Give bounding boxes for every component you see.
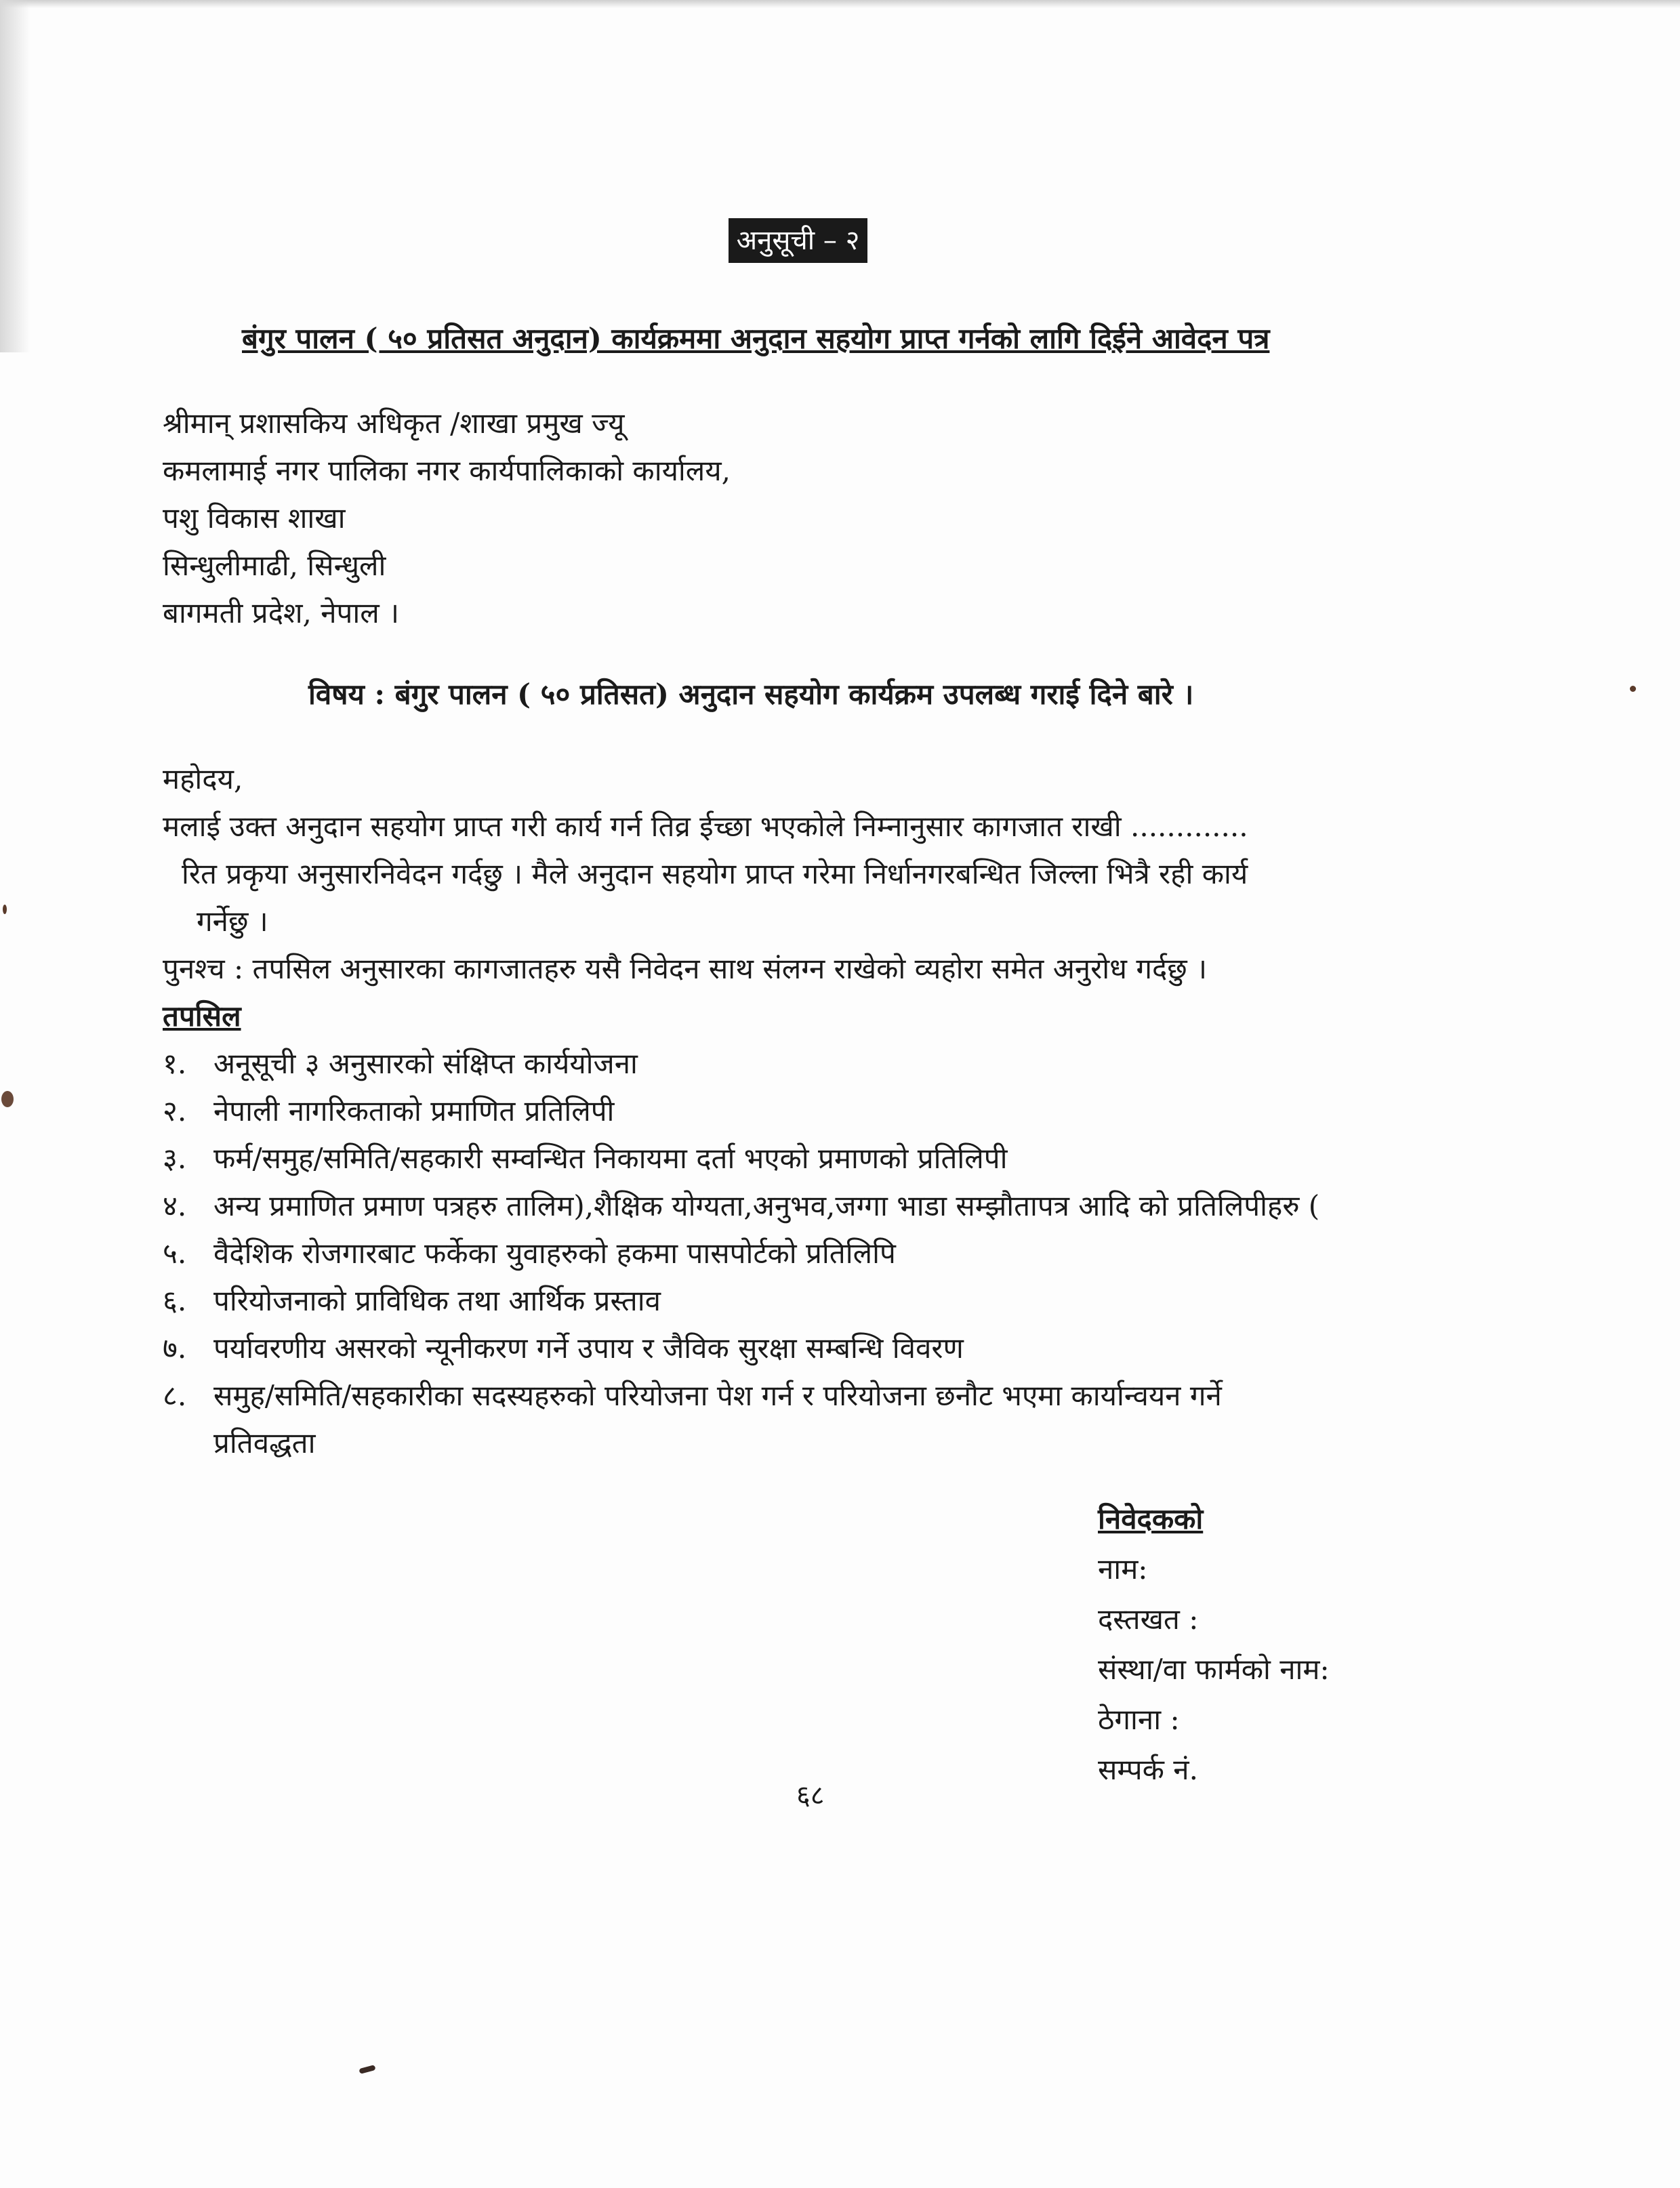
- list-text: अन्य प्रमाणित प्रमाण पत्रहरु तालिम),शैक्षिक योग्यता,अनुभव,जग्गा भाडा सम्झौतापत्र आदि को प्रतिलिपीहरु (: [213, 1189, 1320, 1222]
- list-item: [163, 1182, 1450, 1230]
- list-text: प्रतिवद्धता: [213, 1426, 316, 1460]
- recipient-address: [163, 400, 731, 637]
- list-number: २.: [163, 1094, 187, 1128]
- list-item: [163, 1040, 1450, 1088]
- letter-body: [163, 756, 1450, 1467]
- address-line: बागमती प्रदेश, नेपाल ।: [163, 596, 400, 629]
- applicant-signature-block: [1098, 1494, 1330, 1795]
- list-item: [163, 1135, 1450, 1182]
- list-number: ८.: [163, 1379, 187, 1412]
- salutation: महोदय,: [163, 762, 243, 796]
- list-number: ५.: [163, 1237, 187, 1270]
- postscript: पुनश्च : तपसिल अनुसारका कागजातहरु यसै निवेदन साथ संलग्न राखेको व्यहोरा समेत अनुरोध गर्दछु ।: [163, 952, 1207, 985]
- list-number: ४.: [163, 1189, 187, 1222]
- scan-speck: [3, 905, 7, 914]
- signature-name-label: नाम:: [1098, 1552, 1148, 1586]
- signature-sign-label: दस्तखत :: [1098, 1603, 1199, 1636]
- signature-address-label: ठेगाना :: [1098, 1703, 1180, 1736]
- scan-edge: [0, 0, 1680, 8]
- list-item-continuation: [163, 1420, 1450, 1467]
- list-text: परियोजनाको प्राविधिक तथा आर्थिक प्रस्ताव: [213, 1284, 661, 1317]
- signature-contact-label: सम्पर्क नं.: [1098, 1753, 1198, 1786]
- paragraph-line: मलाई उक्त अनुदान सहयोग प्राप्त गरी कार्य गर्न तिव्र ईच्छा भएकोले निम्नानुसार कागजात राखी .............: [163, 810, 1248, 843]
- list-text: फर्म/समुह/समिति/सहकारी सम्वन्धित निकायमा दर्ता भएको प्रमाणको प्रतिलिपी: [213, 1142, 1008, 1175]
- list-text: पर्यावरणीय असरको न्यूनीकरण गर्ने उपाय र जैविक सुरक्षा सम्बन्धि विवरण: [213, 1332, 964, 1365]
- page-number: ६८: [796, 1780, 825, 1811]
- subject-line: विषय : बंगुर पालन ( ५० प्रतिसत) अनुदान सहयोग कार्यक्रम उपलब्ध गराई दिने बारे ।: [308, 678, 1194, 711]
- list-text: वैदेशिक रोजगारबाट फर्केका युवाहरुको हकमा पासपोर्टको प्रतिलिपि: [213, 1237, 896, 1270]
- address-line: पशु विकास शाखा: [163, 501, 346, 535]
- list-item: [163, 1230, 1450, 1277]
- list-number: ३.: [163, 1142, 187, 1175]
- list-text: अनूसूची ३ अनुसारको संक्षिप्त कार्ययोजना: [213, 1047, 638, 1080]
- paragraph-line: रित प्रकृया अनुसारनिवेदन गर्दछु । मैले अनुदान सहयोग प्राप्त गरेमा निर्धानगरबन्धित जिल्ला भित्रै रही कार्य: [182, 857, 1248, 890]
- scan-shadow: [0, 0, 30, 352]
- signature-org-label: संस्था/वा फार्मको नाम:: [1098, 1653, 1330, 1686]
- list-text: नेपाली नागरिकताको प्रमाणित प्रतिलिपी: [213, 1094, 615, 1128]
- list-item: [163, 1088, 1450, 1135]
- scan-speck: [358, 2065, 375, 2074]
- paragraph-line: गर्नेछु ।: [197, 905, 268, 938]
- annex-label: अनुसूची – २: [729, 218, 867, 263]
- list-number: १.: [163, 1047, 187, 1080]
- list-item: [163, 1277, 1450, 1325]
- list-item: [163, 1325, 1450, 1372]
- scan-speck: [1630, 686, 1636, 692]
- signature-title: निवेदकको: [1098, 1502, 1204, 1535]
- address-line: श्रीमान् प्रशासकिय अधिकृत /शाखा प्रमुख ज्यू: [163, 407, 625, 440]
- tapsil-heading: तपसिल: [163, 999, 241, 1033]
- document-title: बंगुर पालन ( ५० प्रतिसत अनुदान) कार्यक्रममा अनुदान सहयोग प्राप्त गर्नको लागि दिईने आवेदन पत्र: [242, 322, 1270, 355]
- list-number: ७.: [163, 1332, 187, 1365]
- address-line: कमलामाई नगर पालिका नगर कार्यपालिकाको कार्यालय,: [163, 454, 731, 487]
- list-number: ६.: [163, 1284, 187, 1317]
- scan-speck: [1, 1091, 14, 1107]
- address-line: सिन्धुलीमाढी, सिन्धुली: [163, 549, 386, 582]
- list-item: [163, 1372, 1450, 1420]
- list-text: समुह/समिति/सहकारीका सदस्यहरुको परियोजना पेश गर्न र परियोजना छनौट भएमा कार्यान्वयन गर्ने: [213, 1379, 1222, 1412]
